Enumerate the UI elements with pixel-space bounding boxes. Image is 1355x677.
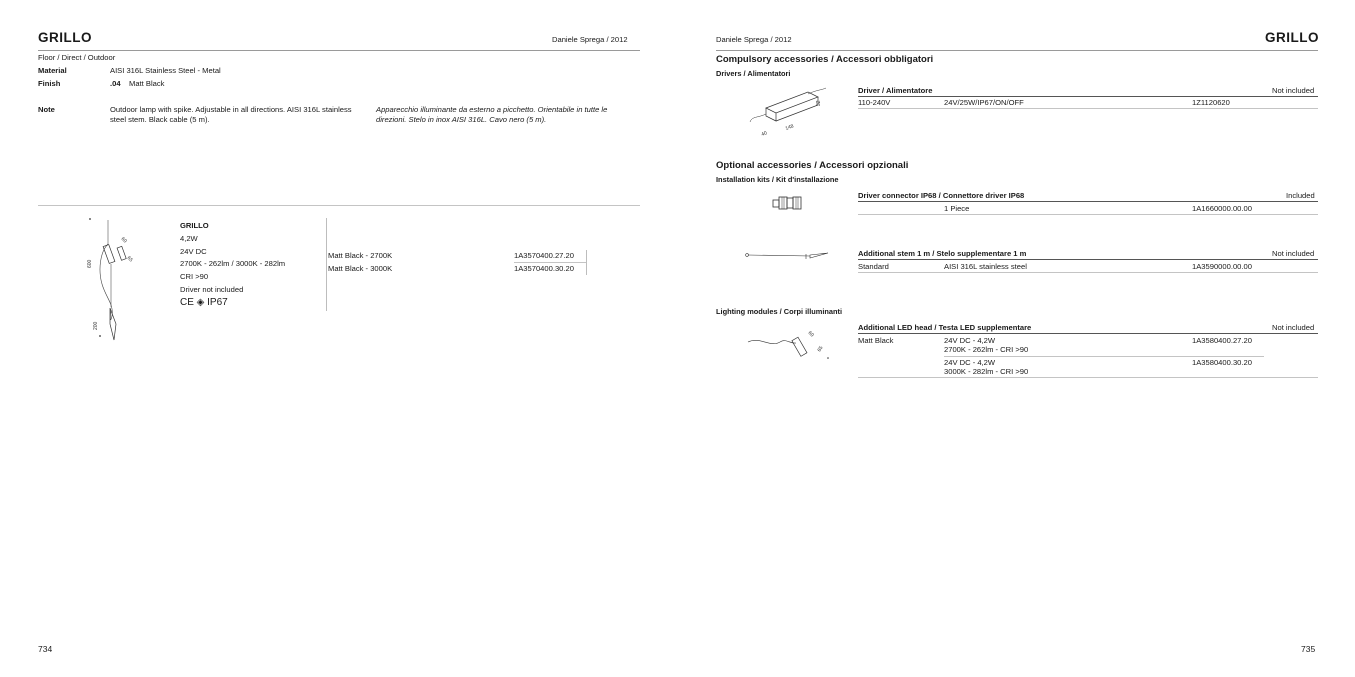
modules-subheading: Lighting modules / Corpi illuminanti bbox=[716, 307, 843, 316]
variant-code: 1A3570400.27.20 bbox=[514, 251, 574, 260]
right-page-number: 735 bbox=[1301, 644, 1316, 654]
stem-type: Standard bbox=[858, 262, 889, 271]
material-value: AISI 316L Stainless Steel - Metal bbox=[110, 66, 221, 75]
product-lumen: 2700K - 262lm / 3000K - 282lm bbox=[180, 259, 286, 268]
stem-drawing bbox=[744, 250, 834, 262]
driver-drawing bbox=[748, 88, 828, 138]
led-spec-color: 2700K - 262lm - CRI >90 bbox=[944, 345, 1029, 354]
right-page-title: GRILLO bbox=[1265, 30, 1319, 45]
driver-voltage: 110-240V bbox=[858, 98, 891, 107]
note-en-line-1: Outdoor lamp with spike. Adjustable in all directions. AISI 316L stainless bbox=[110, 105, 352, 114]
led-code: 1A3580400.27.20 bbox=[1192, 336, 1252, 345]
note-it-line-2: direzioni. Stelo in inox AISI 316L. Cavo nero (5 m). bbox=[376, 115, 547, 124]
led-status: Not included bbox=[1272, 323, 1315, 332]
led-dim-65: 65 bbox=[816, 345, 825, 353]
stem-header: Additional stem 1 m / Stelo supplementare 1 m bbox=[858, 249, 1027, 258]
stem-code: 1A3590000.00.00 bbox=[1192, 262, 1252, 271]
finish-value: Matt Black bbox=[129, 79, 165, 88]
left-section-rule bbox=[38, 205, 640, 206]
left-category: Floor / Direct / Outdoor bbox=[38, 53, 116, 62]
led-spec-color: 3000K - 282lm - CRI >90 bbox=[944, 367, 1029, 376]
right-designer: Daniele Sprega / 2012 bbox=[716, 35, 792, 44]
stem-row-rule bbox=[858, 272, 1318, 273]
note-label: Note bbox=[38, 105, 55, 114]
connector-header-rule bbox=[858, 201, 1318, 202]
dim-60: 60 bbox=[119, 236, 128, 245]
compulsory-heading: Compulsory accessories / Accessori obbligatori bbox=[716, 54, 934, 65]
finish-label: Finish bbox=[38, 79, 61, 88]
led-code: 1A3580400.30.20 bbox=[1192, 358, 1252, 367]
connector-status: Included bbox=[1286, 191, 1315, 200]
connector-row-rule bbox=[858, 214, 1318, 215]
stem-header-rule bbox=[858, 259, 1318, 260]
variant-divider bbox=[326, 218, 327, 311]
connector-header: Driver connector IP68 / Connettore driver IP68 bbox=[858, 191, 1025, 200]
driver-spec: 24V/25W/IP67/ON/OFF bbox=[944, 98, 1024, 107]
variant-name: Matt Black - 2700K bbox=[328, 251, 393, 260]
driver-row-rule bbox=[858, 108, 1318, 109]
product-power: 4,2W bbox=[180, 234, 198, 243]
led-header-rule bbox=[858, 333, 1318, 334]
product-voltage: 24V DC bbox=[180, 247, 207, 256]
led-finish: Matt Black bbox=[858, 336, 894, 345]
led-end-rule bbox=[858, 377, 1318, 378]
connector-code: 1A1660000.00.00 bbox=[1192, 204, 1252, 213]
led-spec-power: 24V DC - 4,2W bbox=[944, 336, 996, 345]
install-subheading: Installation kits / Kit d'installazione bbox=[716, 175, 839, 184]
connector-qty: 1 Piece bbox=[944, 204, 970, 213]
note-it-line-1: Apparecchio illuminante da esterno a picchetto. Orientabile in tutte le bbox=[376, 105, 608, 114]
drivers-subheading: Drivers / Alimentatori bbox=[716, 69, 791, 78]
left-header-rule bbox=[38, 50, 640, 51]
driver-status: Not included bbox=[1272, 86, 1315, 95]
dim-600: 600 bbox=[87, 259, 93, 268]
stem-status: Not included bbox=[1272, 249, 1315, 258]
led-spec-power: 24V DC - 4,2W bbox=[944, 358, 996, 367]
driver-dim-148: 148 bbox=[784, 123, 795, 132]
dim-200: 200 bbox=[93, 321, 99, 330]
variant-code: 1A3570400.30.20 bbox=[514, 264, 574, 273]
optional-heading: Optional accessories / Accessori opzionali bbox=[716, 160, 909, 171]
right-header-rule bbox=[716, 50, 1318, 51]
variant-end-divider bbox=[586, 250, 587, 275]
left-designer: Daniele Sprega / 2012 bbox=[552, 35, 628, 44]
product-driver: Driver not included bbox=[180, 285, 244, 294]
variant-name: Matt Black - 3000K bbox=[328, 264, 393, 273]
stem-material: AISI 316L stainless steel bbox=[944, 262, 1027, 271]
left-page-title: GRILLO bbox=[38, 30, 92, 45]
dim-65: 65 bbox=[125, 255, 134, 264]
connector-drawing bbox=[772, 195, 806, 211]
driver-code: 1Z1120620 bbox=[1192, 98, 1230, 107]
led-row-rule bbox=[944, 356, 1264, 357]
led-head-drawing bbox=[746, 326, 832, 362]
led-dim-60: 60 bbox=[806, 330, 815, 339]
grillo-lamp-drawing bbox=[80, 212, 140, 347]
driver-dim-32: 32 bbox=[816, 100, 822, 106]
led-header: Additional LED head / Testa LED supplementare bbox=[858, 323, 1032, 332]
product-cri: CRI >90 bbox=[180, 272, 209, 281]
driver-dim-40: 40 bbox=[760, 130, 768, 138]
finish-code: .04 bbox=[110, 79, 121, 88]
product-name: GRILLO bbox=[180, 221, 209, 230]
driver-header: Driver / Alimentatore bbox=[858, 86, 933, 95]
driver-header-rule bbox=[858, 96, 1318, 97]
certification-icons: CE ◈ IP67 bbox=[180, 297, 228, 308]
note-en-line-2: steel stem. Black cable (5 m). bbox=[110, 115, 210, 124]
variant-code-rule bbox=[514, 262, 586, 263]
left-page-number: 734 bbox=[38, 644, 53, 654]
material-label: Material bbox=[38, 66, 67, 75]
